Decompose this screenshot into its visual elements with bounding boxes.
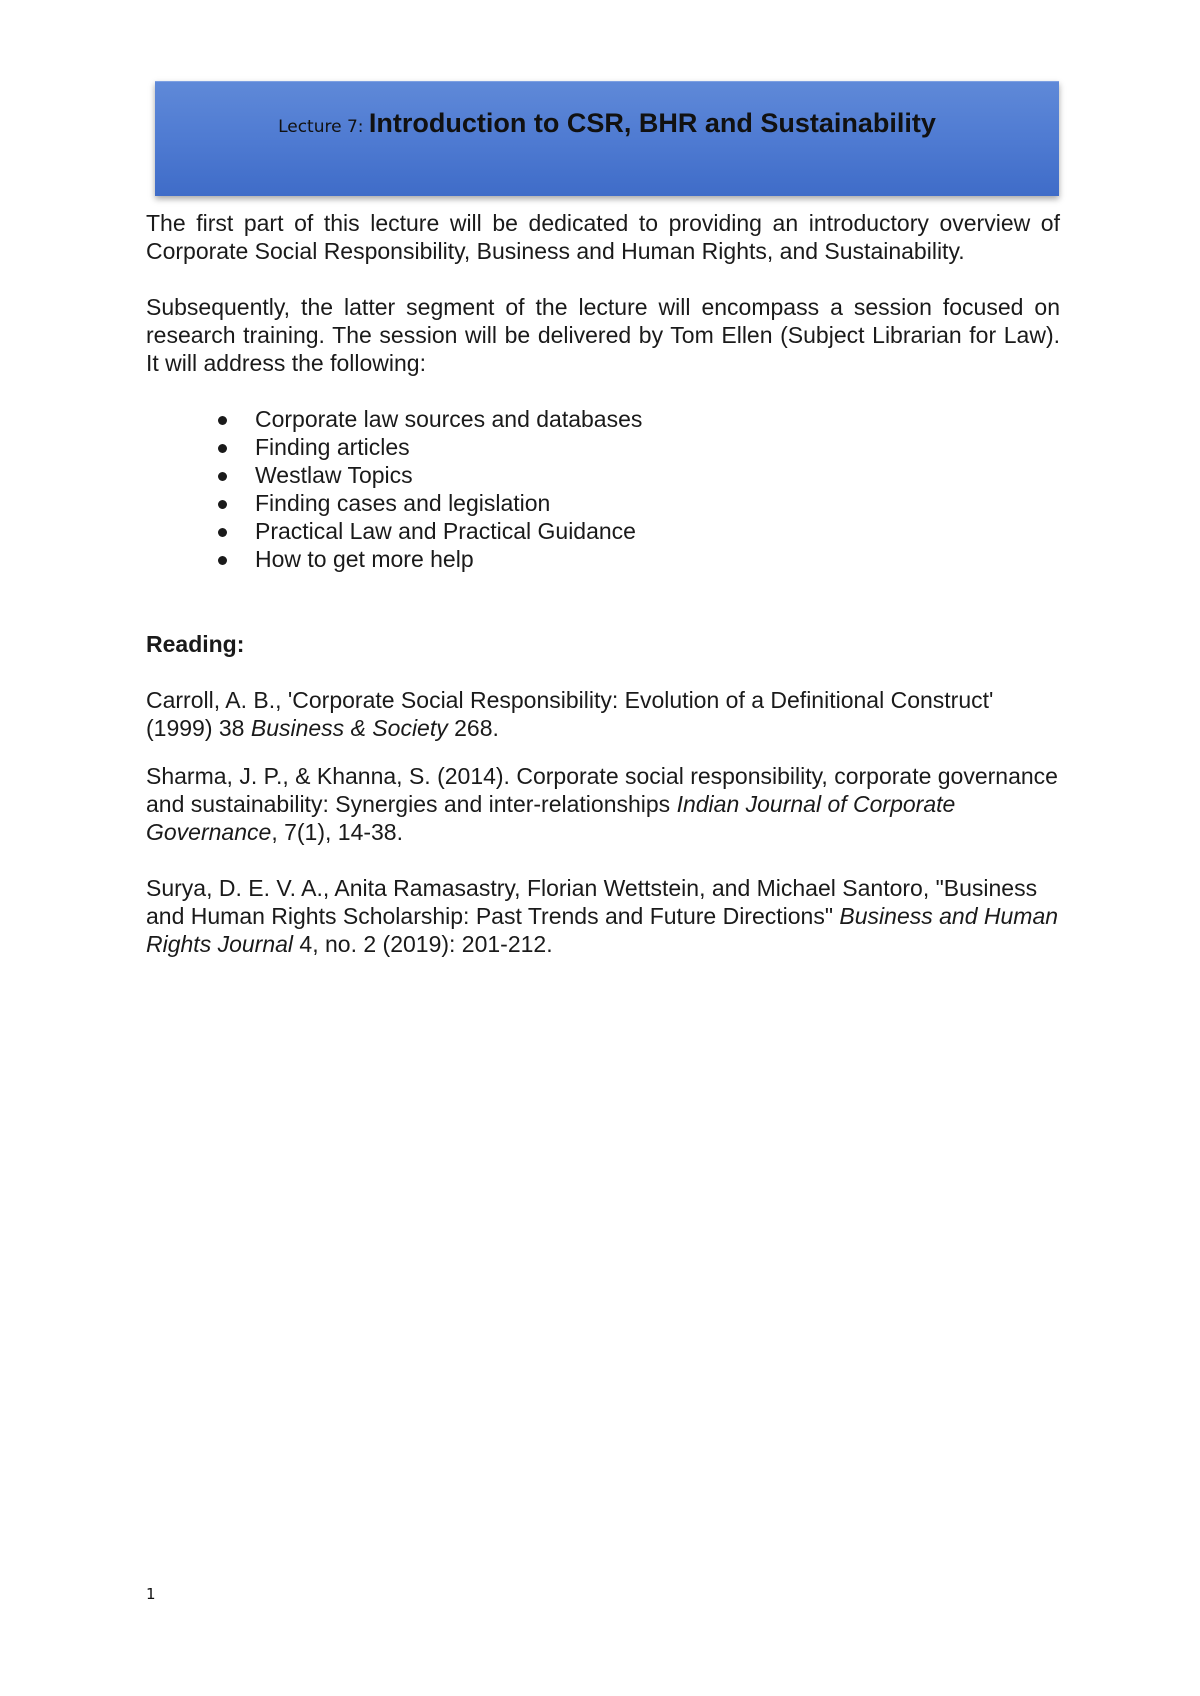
list-item-label: Finding cases and legislation — [255, 490, 551, 516]
bullet-icon — [218, 556, 227, 565]
reading-reference — [146, 686, 1060, 742]
lecture-title-banner — [155, 81, 1059, 196]
page-number: 1 — [146, 1585, 156, 1603]
reading-reference — [146, 762, 1060, 846]
intro-paragraph: The first part of this lecture will be dedicated to providing an introductory overview of Corporate Social Responsibility, Business and Human Rights, and Sustainability. — [146, 210, 1060, 264]
list-item-label: Practical Law and Practical Guidance — [255, 518, 636, 544]
reference-text: Sharma, J. P., & Khanna, S. (2014). Corporate social responsibility, corporate governance and sustainability: Synergies and inter-relationships — [146, 763, 1058, 817]
bullet-icon — [218, 444, 227, 453]
bullet-icon — [218, 416, 227, 425]
reading-reference — [146, 874, 1060, 958]
list-item — [255, 405, 1060, 433]
list-item — [255, 545, 1060, 573]
list-item — [255, 461, 1060, 489]
reference-text: Carroll, A. B., 'Corporate Social Responsibility: Evolution of a Definitional Construct' (1999) 38 — [146, 687, 994, 741]
reference-text: 4, no. 2 (2019): 201-212. — [293, 931, 553, 957]
lecture-number: Lecture 7: — [278, 117, 369, 137]
topics-list — [146, 405, 1060, 573]
reference-journal: Business & Society — [250, 715, 448, 741]
list-item-label: Finding articles — [255, 434, 410, 460]
list-item — [255, 433, 1060, 461]
list-item-label: Corporate law sources and databases — [255, 406, 643, 432]
session-paragraph: Subsequently, the latter segment of the lecture will encompass a session focused on research training. The session will be delivered by Tom Ellen (Subject Librarian for Law). It will address the following: — [146, 294, 1060, 376]
reference-text: Surya, D. E. V. A., Anita Ramasastry, Florian Wettstein, and Michael Santoro, "Business and Human Rights Scholarship: Past Trends and Future Directions" — [146, 875, 1038, 929]
reading-heading: Reading: — [146, 631, 245, 657]
lecture-title-text: Introduction to CSR, BHR and Sustainability — [368, 108, 936, 138]
document-body — [146, 209, 1060, 958]
list-item — [255, 489, 1060, 517]
bullet-icon — [218, 528, 227, 537]
lecture-title — [155, 108, 1059, 139]
reference-text: 268. — [447, 715, 499, 741]
reference-text: , 7(1), 14-38. — [271, 819, 403, 845]
bullet-icon — [218, 472, 227, 481]
list-item-label: Westlaw Topics — [255, 462, 413, 488]
reference-journal: Business and Human Rights Journal — [146, 903, 1059, 957]
list-item-label: How to get more help — [255, 546, 474, 572]
reference-journal: Indian Journal of Corporate Governance — [146, 791, 956, 845]
bullet-icon — [218, 500, 227, 509]
list-item — [255, 517, 1060, 545]
